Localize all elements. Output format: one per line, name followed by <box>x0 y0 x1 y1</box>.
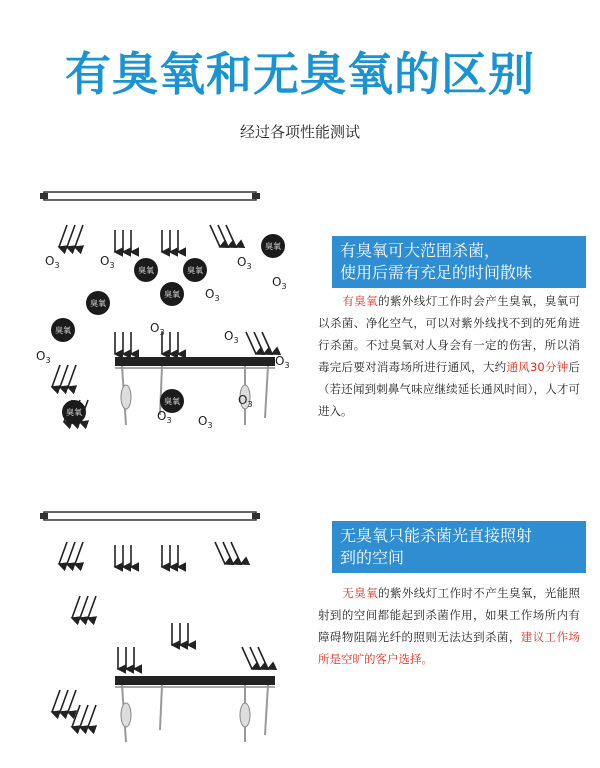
ozone-ball-icon <box>134 258 158 282</box>
o3-formula: $O_3$ <box>100 254 115 270</box>
ozone-ball-icon <box>86 291 110 315</box>
o3-formula: $O_3$ <box>45 254 60 270</box>
svg-text:臭氧: 臭氧 <box>187 266 203 275</box>
o3-formula: $O_3$ <box>205 287 220 303</box>
uv-arrow-icon <box>115 332 131 354</box>
uv-arrow-icon <box>52 690 76 712</box>
uv-arrow-icon <box>172 623 188 645</box>
ozone-heading: 有臭氧可大范围杀菌， 使用后需有充足的时间散味 <box>332 236 586 288</box>
ozone-ball-icon <box>62 400 86 424</box>
o3-formula: $O_3$ <box>150 321 165 337</box>
ozone-balls <box>36 234 290 430</box>
ozone-ball-icon <box>183 258 207 282</box>
o3-formula: $O_3$ <box>36 349 51 365</box>
workbench-icon <box>115 357 275 425</box>
uv-arrow-icon <box>115 545 131 567</box>
page-title: 有臭氧和无臭氧的区别 <box>65 47 535 101</box>
svg-text:臭氧: 臭氧 <box>164 290 180 299</box>
uv-arrow-icon <box>210 225 236 247</box>
uv-arrow-icon <box>162 230 178 252</box>
svg-text:臭氧: 臭氧 <box>164 397 180 406</box>
workbench-icon <box>115 676 275 742</box>
ozone-ball-icon <box>51 318 75 342</box>
o3-formula: $O_3$ <box>224 329 239 345</box>
svg-text:臭氧: 臭氧 <box>55 326 71 335</box>
svg-text:臭氧: 臭氧 <box>66 408 82 417</box>
uv-arrow-icon <box>72 705 96 727</box>
uv-lamp-icon <box>40 512 260 520</box>
uv-arrow-icon <box>246 332 272 354</box>
page-subtitle: 经过各项性能测试 <box>239 123 360 141</box>
o3-formula: $O_3$ <box>237 255 252 271</box>
o3-formula: $O_3$ <box>275 354 290 370</box>
uv-arrow-icon <box>215 542 241 564</box>
uv-arrow-icon <box>242 647 268 669</box>
svg-text:臭氧: 臭氧 <box>265 242 281 251</box>
uv-arrow-icon <box>59 542 83 564</box>
uv-arrow-icon <box>118 647 134 669</box>
svg-text:臭氧: 臭氧 <box>138 266 154 275</box>
ozone-description: 有臭氧的紫外线灯工作时会产生臭氧，臭氧可以杀菌、净化空气，可以对紫外线找不到的死角进行杀菌。不过臭氧对人身会有一定的伤害，所以消毒完后要对消毒场所进行通风，大约通风30分钟后（若还闻到刺鼻气味应继续延长通风时间），人才可进入。 <box>318 294 581 418</box>
ozone-ball-icon <box>261 234 285 258</box>
o3-formula: $O_3$ <box>198 414 213 430</box>
svg-text:臭氧: 臭氧 <box>90 299 106 308</box>
uv-lamp-icon <box>40 192 260 200</box>
uv-arrow-icon <box>72 596 96 618</box>
ozone-ball-icon <box>160 282 184 306</box>
o3-formula: $O_3$ <box>157 409 172 425</box>
o3-formula: $O_3$ <box>238 393 253 409</box>
no-ozone-heading: 无臭氧只能杀菌光直接照射 到的空间 <box>332 521 586 573</box>
uv-arrow-icon <box>59 225 83 247</box>
uv-arrow-icon <box>162 545 178 567</box>
uv-arrow-icon <box>115 230 131 252</box>
no-ozone-description: 无臭氧的紫外线灯工作时不产生臭氧，光能照射到的空间都能起到杀菌作用，如果工作场所内有障碍物阻隔光纤的照则无法达到杀菌，建议工作场所是空旷的客户选择。 <box>318 586 581 666</box>
uv-arrows <box>52 542 268 727</box>
uv-arrow-icon <box>52 365 76 387</box>
o3-formula: $O_3$ <box>272 275 287 291</box>
